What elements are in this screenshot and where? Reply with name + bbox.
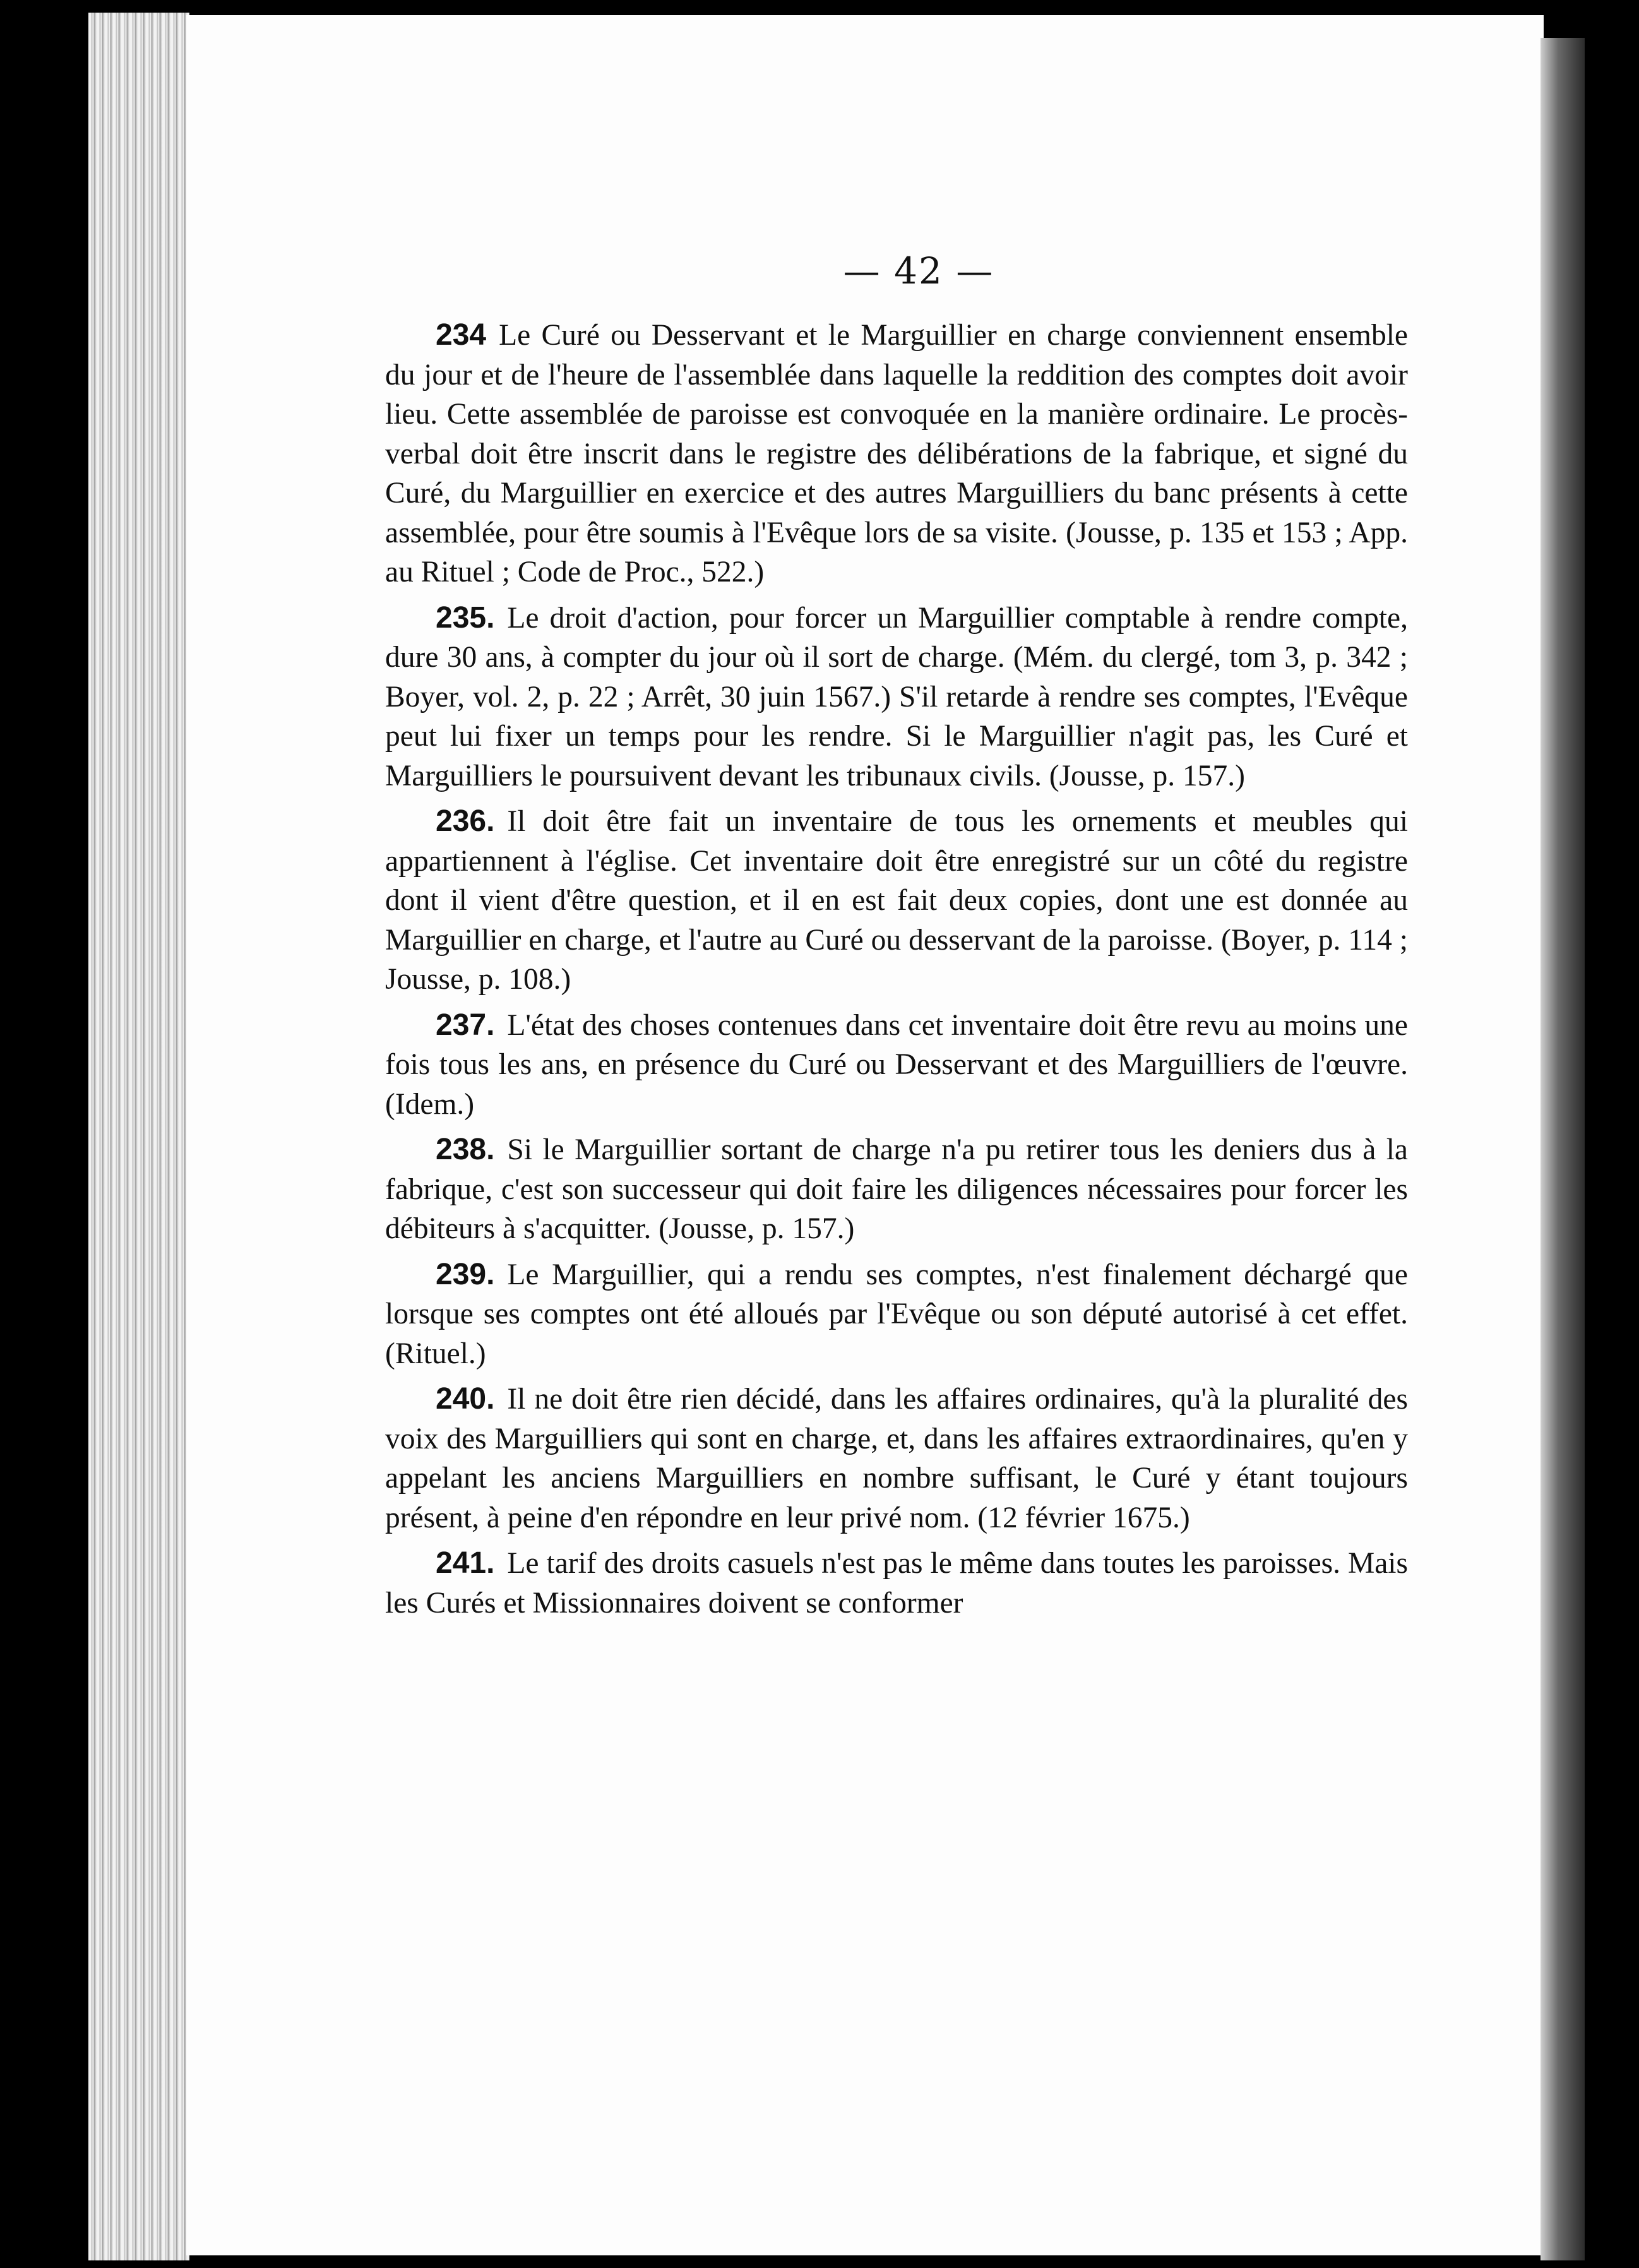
paragraph-number: 238. [436, 1133, 495, 1166]
page-edge-left [88, 13, 189, 2260]
page-number: — 42 — [843, 249, 994, 292]
paragraph-237 [385, 1006, 1408, 1125]
paragraph-235 [385, 599, 1408, 796]
text-block [385, 316, 1408, 1629]
paragraph-number: 240. [436, 1382, 495, 1416]
paragraph-number: 241. [436, 1546, 495, 1580]
paragraph-239 [385, 1255, 1408, 1374]
paragraph-text: Le Curé ou Desservant et le Marguillier en charge conviennent ensemble du jour et de l'heure de l'assemblée dans laquelle la reddition des comptes doit avoir lieu. Cette assemblée de paroisse est convoquée en la manière ordinaire. Le procès-verbal doit être inscrit dans le registre des délibérations de la fabrique, et signé du Curé, du Marguillier en exercice et des autres Marguilliers du banc présents à cette assemblée, pour être soumis à l'Evêque lors de sa visite. (Jousse, p. 135 et 153 ; App. au Rituel ; Code de Proc., 522.) [385, 319, 1408, 588]
paragraph-text: Si le Marguillier sortant de charge n'a pu retirer tous les deniers dus à la fabrique, c'est son successeur qui doit faire les diligences nécessaires pour forcer les débiteurs à s'acquitter. (Jousse, p. 157.) [385, 1133, 1408, 1245]
page-shadow-right [1541, 38, 1585, 2260]
paragraph-238 [385, 1130, 1408, 1249]
paragraph-text: Le Marguillier, qui a rendu ses comptes, n'est finalement déchargé que lorsque ses comptes ont été alloués par l'Evêque ou son député autorisé à cet effet. (Rituel.) [385, 1258, 1408, 1370]
paragraph-text: Le droit d'action, pour forcer un Marguillier comptable à rendre compte, dure 30 ans, à compter du jour où il sort de charge. (Mém. du clergé, tom 3, p. 342 ; Boyer, vol. 2, p. 22 ; Arrêt, 30 juin 1567.) S'il retarde à rendre ses comptes, l'Evêque peut lui fixer un temps pour les rendre. Si le Marguillier n'agit pas, les Curé et Marguilliers le poursuivent devant les tribunaux civils. (Jousse, p. 157.) [385, 601, 1408, 792]
paragraph-text: Le tarif des droits casuels n'est pas le même dans toutes les paroisses. Mais les Curés et Missionnaires doivent se conformer [385, 1547, 1408, 1620]
paragraph-236 [385, 802, 1408, 1000]
paragraph-text: L'état des choses contenues dans cet inventaire doit être revu au moins une fois tous les ans, en présence du Curé ou Desservant et des Marguilliers de l'œuvre. (Idem.) [385, 1008, 1408, 1121]
paragraph-number: 237. [436, 1008, 495, 1042]
paragraph-number: 236. [436, 804, 495, 838]
paragraph-number: 234 [436, 318, 487, 352]
paragraph-number: 239. [436, 1257, 495, 1291]
paragraph-text: Il ne doit être rien décidé, dans les affaires ordinaires, qu'à la pluralité des voix des Marguilliers qui sont en charge, et, dans les affaires extraordinaires, qu'en y appelant les anciens Marguilliers en nombre suffisant, le Curé y étant toujours présent, à peine d'en répondre en leur privé nom. (12 février 1675.) [385, 1383, 1408, 1534]
paragraph-240 [385, 1380, 1408, 1537]
paragraph-241 [385, 1544, 1408, 1623]
paragraph-text: Il doit être fait un inventaire de tous les ornements et meubles qui appartiennent à l'église. Cet inventaire doit être enregistré sur un côté du registre dont il vient d'être question, et il en est fait deux copies, dont une est donnée au Marguillier en charge, et l'autre au Curé ou desservant de la paroisse. (Boyer, p. 114 ; Jousse, p. 108.) [385, 805, 1408, 996]
paragraph-number: 235. [436, 600, 495, 635]
paragraph-234 [385, 316, 1408, 592]
